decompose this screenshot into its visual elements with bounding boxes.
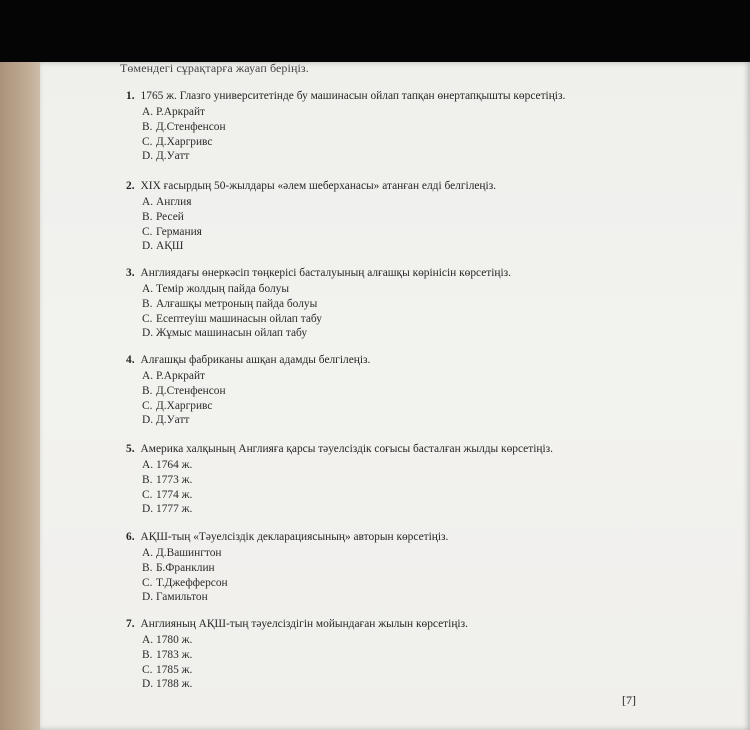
answer-option <box>142 459 192 471</box>
question-number: 4. <box>126 354 135 366</box>
option-text: 1780 ж. <box>156 634 193 646</box>
answer-option <box>142 547 222 559</box>
answer-option <box>142 150 189 162</box>
option-letter: C. <box>142 399 153 412</box>
question-text <box>126 354 370 366</box>
option-text: Д.Харгривс <box>156 135 213 148</box>
option-text: 1777 ж. <box>156 503 193 516</box>
question-number: 1. <box>126 90 135 102</box>
option-text: Германия <box>156 225 202 238</box>
option-letter: B. <box>142 473 153 486</box>
option-text: 1788 ж. <box>156 678 193 691</box>
option-letter: D. <box>142 327 154 340</box>
option-text: Ресей <box>156 210 184 223</box>
option-letter: C. <box>142 312 153 325</box>
question-text <box>126 443 553 455</box>
answer-option <box>142 649 192 661</box>
question-number: 5. <box>126 443 135 455</box>
dark-background-top <box>0 0 750 62</box>
option-text: АҚШ <box>156 240 184 253</box>
option-text: Жұмыс машинасын ойлап табу <box>156 327 308 340</box>
option-letter: D. <box>142 591 154 604</box>
question-body: 1765 ж. Глазго университетінде бу машинасын ойлап тапқан өнертапқышты көрсетіңіз. <box>140 90 566 102</box>
option-letter: D. <box>142 503 154 516</box>
option-letter: B. <box>142 297 153 310</box>
question-text <box>126 618 468 630</box>
option-text: Гамильтон <box>156 591 208 604</box>
option-letter: B. <box>142 561 153 574</box>
option-letter: B. <box>142 120 153 133</box>
option-letter: A. <box>142 547 154 559</box>
answer-option <box>142 634 192 646</box>
option-text: Д.Уатт <box>156 414 190 427</box>
page-number: [7] <box>622 693 636 707</box>
question-text <box>126 531 448 543</box>
answer-option <box>142 313 322 325</box>
answer-option <box>142 136 212 148</box>
option-letter: A. <box>142 634 154 646</box>
question-body: Алғашқы фабриканы ашқан адамды белгілеңіз. <box>140 354 371 366</box>
answer-option <box>142 562 215 574</box>
option-text: 1783 ж. <box>156 648 193 661</box>
option-text: Д.Вашингтон <box>156 547 222 559</box>
option-letter: A. <box>142 370 154 382</box>
option-text: Р.Аркрайт <box>156 370 206 382</box>
option-text: Темір жолдың пайда болуы <box>156 283 290 295</box>
answer-option <box>142 678 192 690</box>
option-text: Д.Стенфенсон <box>156 120 226 133</box>
option-text: Р.Аркрайт <box>156 106 206 118</box>
question-text <box>126 180 496 192</box>
option-text: Алғашқы метроның пайда болуы <box>156 297 318 310</box>
option-text: 1773 ж. <box>156 473 193 486</box>
answer-option <box>142 591 208 603</box>
answer-option <box>142 121 226 133</box>
answer-option <box>142 489 192 501</box>
option-text: Есептеуіш машинасын ойлап табу <box>156 312 322 325</box>
question-number: 3. <box>126 267 135 279</box>
option-letter: A. <box>142 196 154 208</box>
answer-option <box>142 240 183 252</box>
option-letter: A. <box>142 459 154 471</box>
answer-option <box>142 327 307 339</box>
option-letter: C. <box>142 576 153 589</box>
question-body: XIX ғасырдың 50-жылдары «әлем шеберханасы» атанған елді белгілеңіз. <box>140 180 497 192</box>
option-letter: C. <box>142 135 153 148</box>
option-letter: C. <box>142 225 153 238</box>
option-letter: B. <box>142 210 153 223</box>
answer-option <box>142 370 205 382</box>
question-body: Англиядағы өнеркәсіп төңкерісі басталуының алғашқы көрінісін көрсетіңіз. <box>140 267 512 279</box>
answer-option <box>142 414 189 426</box>
answer-option <box>142 664 192 676</box>
question-number: 2. <box>126 180 135 192</box>
option-text: 1785 ж. <box>156 663 193 676</box>
option-text: Д.Уатт <box>156 150 190 163</box>
question-body: Англияның АҚШ-тың тәуелсіздігін мойындаған жылын көрсетіңіз. <box>140 618 468 630</box>
option-text: 1774 ж. <box>156 488 193 501</box>
answer-option <box>142 503 192 515</box>
answer-option <box>142 196 191 208</box>
question-text <box>126 90 565 102</box>
exam-sheet <box>40 62 750 730</box>
answer-option <box>142 298 317 310</box>
question-body: Америка халқының Англияға қарсы тәуелсіздік соғысы басталған жылды көрсетіңіз. <box>140 443 553 455</box>
answer-option <box>142 577 228 589</box>
option-letter: A. <box>142 106 154 118</box>
answer-option <box>142 211 184 223</box>
question-body: АҚШ-тың «Тәуелсіздік декларациясының» авторын көрсетіңіз. <box>140 531 449 543</box>
option-text: 1764 ж. <box>156 459 193 471</box>
answer-option <box>142 474 192 486</box>
option-letter: C. <box>142 488 153 501</box>
option-text: Т.Джефферсон <box>156 576 228 589</box>
question-number: 7. <box>126 618 135 630</box>
table-surface <box>0 62 42 730</box>
option-text: Д.Харгривс <box>156 399 213 412</box>
option-text: Д.Стенфенсон <box>156 384 226 397</box>
answer-option <box>142 400 212 412</box>
question-number: 6. <box>126 531 135 543</box>
answer-option <box>142 283 289 295</box>
answer-option <box>142 226 202 238</box>
option-letter: C. <box>142 663 153 676</box>
answer-option <box>142 385 226 397</box>
answer-option <box>142 106 205 118</box>
option-letter: D. <box>142 240 154 253</box>
option-text: Англия <box>156 196 192 208</box>
option-letter: D. <box>142 414 154 427</box>
option-letter: B. <box>142 648 153 661</box>
option-letter: D. <box>142 150 154 163</box>
option-text: Б.Франклин <box>156 561 215 574</box>
question-text <box>126 267 511 279</box>
instructions-header: Төмендегі сұрақтарға жауап беріңіз. <box>120 61 309 75</box>
option-letter: D. <box>142 678 154 691</box>
option-letter: B. <box>142 384 153 397</box>
option-letter: A. <box>142 283 154 295</box>
